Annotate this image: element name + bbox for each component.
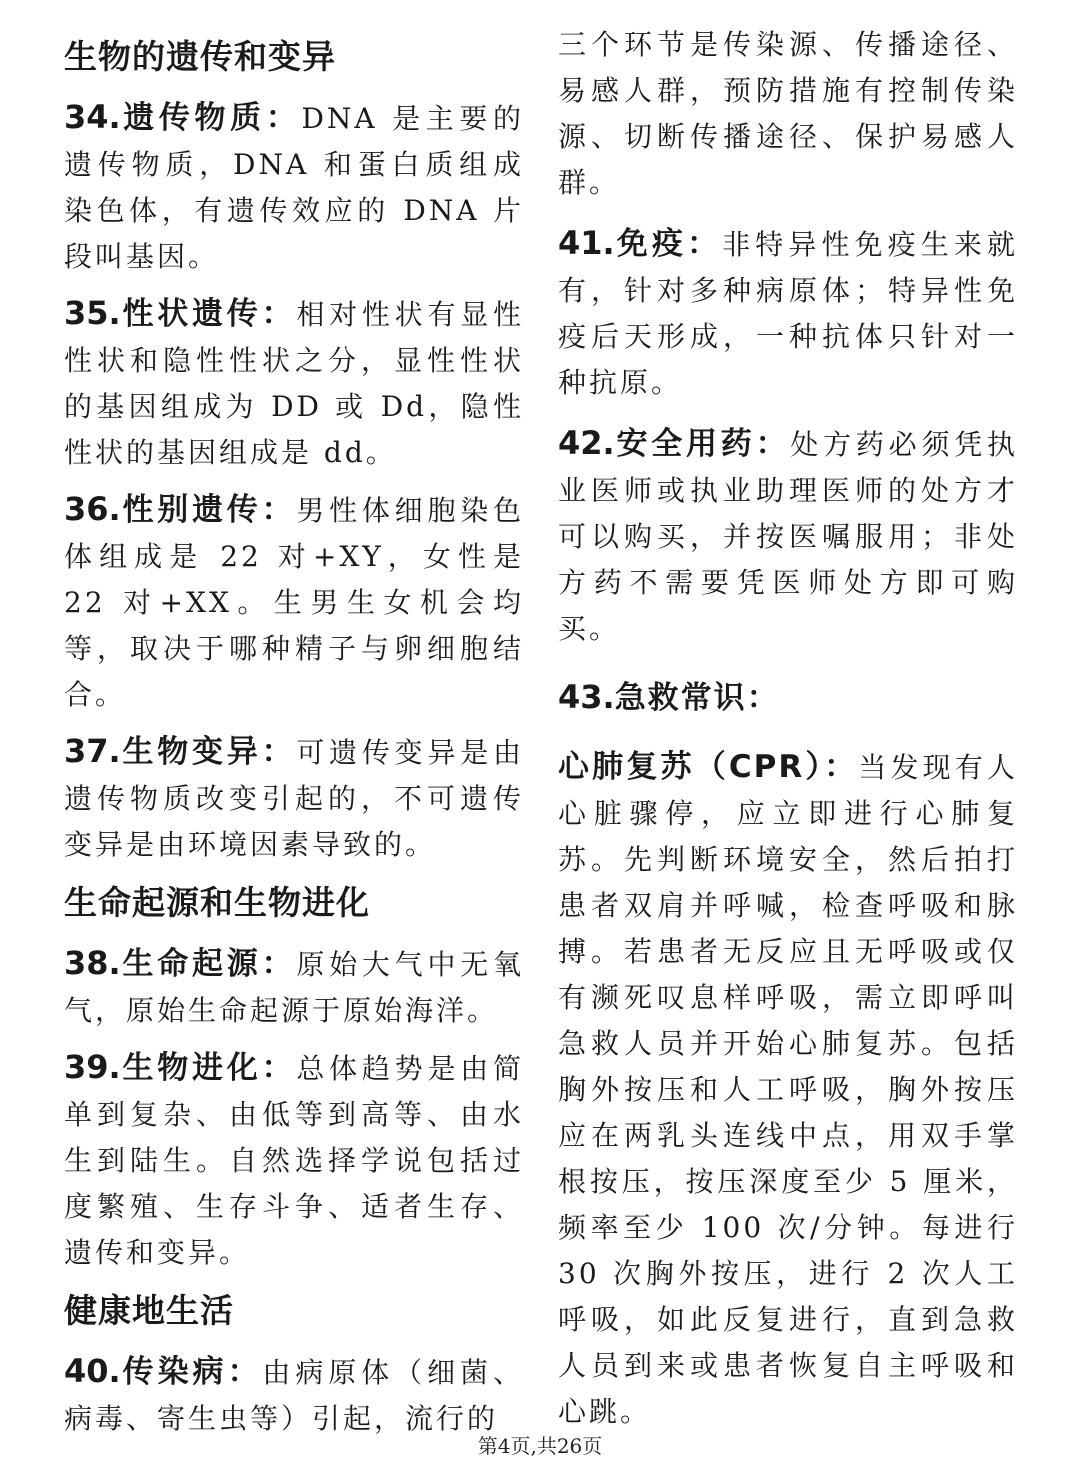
left-column [64,22,524,1452]
right-column [558,22,1018,1445]
entry-43 [558,674,1018,722]
entry-term: 遗传物质： [120,100,302,136]
entry-term: 性别遗传： [120,492,297,528]
entry-cpr [558,744,1018,1435]
entry-number: 40. [64,1352,121,1390]
entry-term: 急救常识： [614,680,780,716]
entry-37 [64,728,524,868]
entry-term: 生命起源： [120,946,297,982]
section-title-healthy-living: 健康地生活 [64,1291,234,1330]
entry-36 [64,486,524,718]
entry-38 [64,940,524,1034]
entry-number: 37. [64,732,121,770]
entry-number: 38. [64,944,121,982]
entry-term: 安全用药： [614,426,791,462]
entry-text: 由病原体（细菌、病毒、寄生虫等）引起，流行的 [64,1356,524,1435]
entry-text: 可遗传变异是由遗传物质改变引起的，不可遗传变异是由环境因素导致的。 [64,736,524,861]
entry-text: 三个环节是传染源、传播途径、易感人群，预防措施有控制传染源、切断传播途径、保护易感人群。 [558,28,1018,199]
section-title-heredity: 生物的遗传和变异 [64,37,336,76]
entry-text: 原始大气中无氧气，原始生命起源于原始海洋。 [64,948,524,1027]
entry-term: 性状遗传： [120,296,297,332]
entry-40-continued [558,22,1018,206]
entry-term: 生物进化： [120,1050,297,1086]
entry-34 [64,94,524,280]
entry-term: 免疫： [614,226,723,262]
entry-number: 42. [558,424,615,462]
entry-text: 总体趋势是由简单到复杂、由低等到高等、由水生到陆生。自然选择学说包括过度繁殖、生存斗争、适者生存、遗传和变异。 [64,1052,524,1269]
entry-number: 36. [64,490,121,528]
entry-text: DNA 是主要的遗传物质，DNA 和蛋白质组成染色体，有遗传效应的 DNA 片段叫基因。 [64,102,525,273]
entry-number: 39. [64,1048,121,1086]
entry-42 [558,420,1018,652]
entry-41 [558,220,1018,406]
entry-text: 男性体细胞染色体组成是 22 对+XY，女性是 22 对+XX。生男生女机会均等，取决于哪种精子与卵细胞结合。 [64,494,524,711]
entry-number: 43. [558,678,615,716]
entry-term: 心肺复苏（CPR）： [558,749,859,785]
entry-text: 处方药必须凭执业医师或执业助理医师的处方才可以购买，并按医嘱服用；非处方药不需要凭医师处方即可购买。 [558,428,1018,645]
entry-number: 34. [64,98,121,136]
entry-term: 传染病： [120,1354,263,1390]
entry-number: 41. [558,224,615,262]
page-number-footer: 第4页,共26页 [477,1434,603,1458]
entry-term: 生物变异： [120,734,297,770]
entry-39 [64,1044,524,1276]
entry-40 [64,1348,524,1442]
entry-number: 35. [64,294,121,332]
section-title-evolution: 生命起源和生物进化 [64,883,370,922]
entry-text: 非特异性免疫生来就有，针对多种病原体；特异性免疫后天形成，一种抗体只针对一种抗原。 [558,228,1018,399]
entry-text: 当发现有人心脏骤停，应立即进行心肺复苏。先判断环境安全，然后拍打患者双肩并呼喊，检查呼吸和脉搏。若患者无反应且无呼吸或仅有濒死叹息样呼吸，需立即呼叫急救人员并开始心肺复苏。包括胸外按压和人工呼吸，胸外按压应在两乳头连线中点，用双手掌根按压，按压深度至少 5 厘米，频率至少 100 次/分钟。每进行 30 次胸外按压，进行 2 次人工呼吸，如此反复进行，直到急救人员到来或患者恢复自主呼吸和心跳。 [558,751,1018,1428]
entry-text: 相对性状有显性性状和隐性性状之分，显性性状的基因组成为 DD 或 Dd，隐性性状的基因组成是 dd。 [64,298,524,469]
entry-35 [64,290,524,476]
